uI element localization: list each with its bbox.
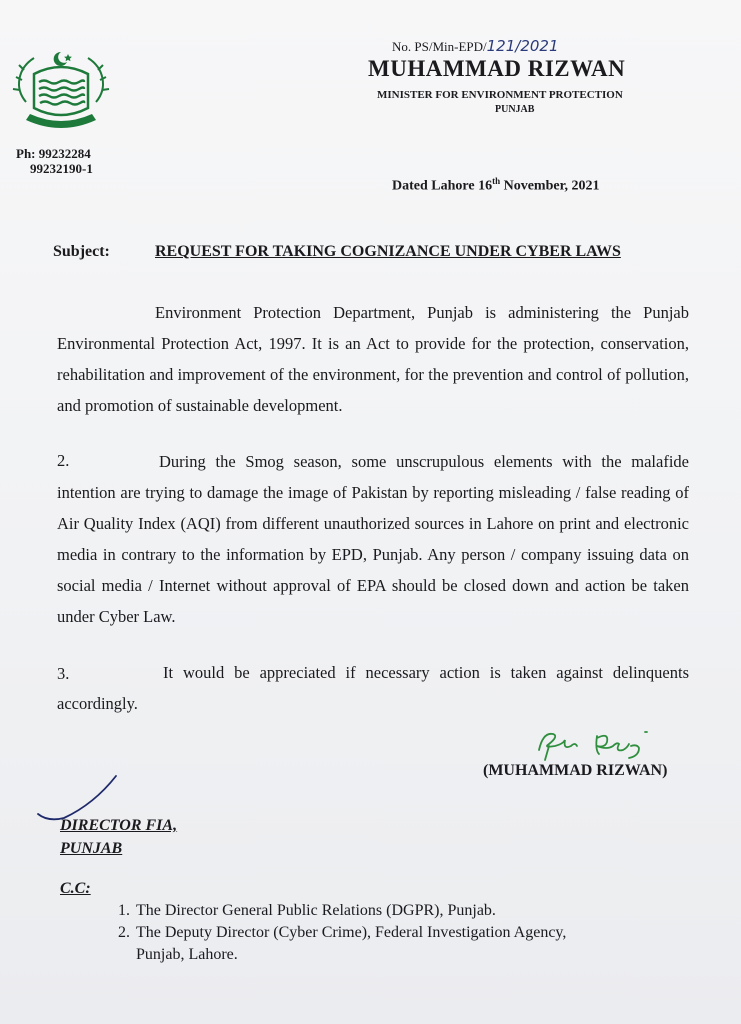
addressee-line-2: PUNJAB [60, 840, 123, 857]
minister-province: PUNJAB [495, 104, 535, 115]
minister-name: MUHAMMAD RIZWAN [368, 56, 626, 81]
cc-item-2 [104, 922, 566, 944]
reference-handwritten: 121/2021 [486, 37, 559, 55]
date-prefix: Dated Lahore 16 [392, 178, 493, 194]
cc-item-number: 2. [118, 924, 130, 941]
cc-item-1 [104, 900, 496, 922]
date-ordinal: th [492, 176, 501, 186]
cc-label: C.C: [60, 880, 91, 897]
signatory-name: (MUHAMMAD RIZWAN) [483, 762, 668, 779]
phone-number-1: Ph: 99232284 [16, 146, 91, 161]
subject-label: Subject: [53, 243, 110, 260]
minister-title: MINISTER FOR ENVIRONMENT PROTECTION [377, 89, 623, 101]
paragraph-3-number: 3. [57, 664, 70, 683]
addressee-line-1: DIRECTOR FIA, [60, 817, 178, 834]
phone-number-2: 99232190-1 [30, 161, 93, 176]
paragraph-2: During the Smog season, some unscrupulous elements with the malafide intention are trying to damage the image of Pakistan by reporting misleading / false reading of Air Quality Index (AQI) from different unauthorized sources in Lahore on print and electronic media in contrary to the information by EPD, Punjab. Any person / company issuing data on social media / Internet without approval of EPA should be closed down and action be taken under Cyber Law. [57, 452, 689, 626]
punjab-government-emblem-icon [4, 40, 118, 140]
cc-item-number: 1. [118, 902, 130, 919]
letter-date [392, 176, 600, 195]
paragraph-1: Environment Protection Department, Punjab is administering the Punjab Environmental Protection Act, 1997. It is an Act to provide for the protection, conservation, rehabilitation and improvement of the environment, for the prevention and control of pollution, and promotion of sustainable development. [57, 303, 689, 415]
subject-text: REQUEST FOR TAKING COGNIZANCE UNDER CYBER LAWS [155, 243, 621, 260]
reference-number [392, 37, 559, 55]
date-rest: November, 2021 [500, 178, 600, 194]
reference-prefix: No. PS/Min-EPD/ [392, 39, 487, 54]
cc-item-text: The Director General Public Relations (DGPR), Punjab. [136, 902, 496, 919]
paragraph-3: It would be appreciated if necessary action is taken against delinquents accordingly. [57, 663, 689, 713]
paragraph-2-number: 2. [57, 451, 70, 470]
cc-item-2-continuation: Punjab, Lahore. [136, 946, 238, 963]
signature-scribble-icon [535, 724, 665, 764]
cc-item-text: The Deputy Director (Cyber Crime), Federal Investigation Agency, [136, 924, 567, 941]
